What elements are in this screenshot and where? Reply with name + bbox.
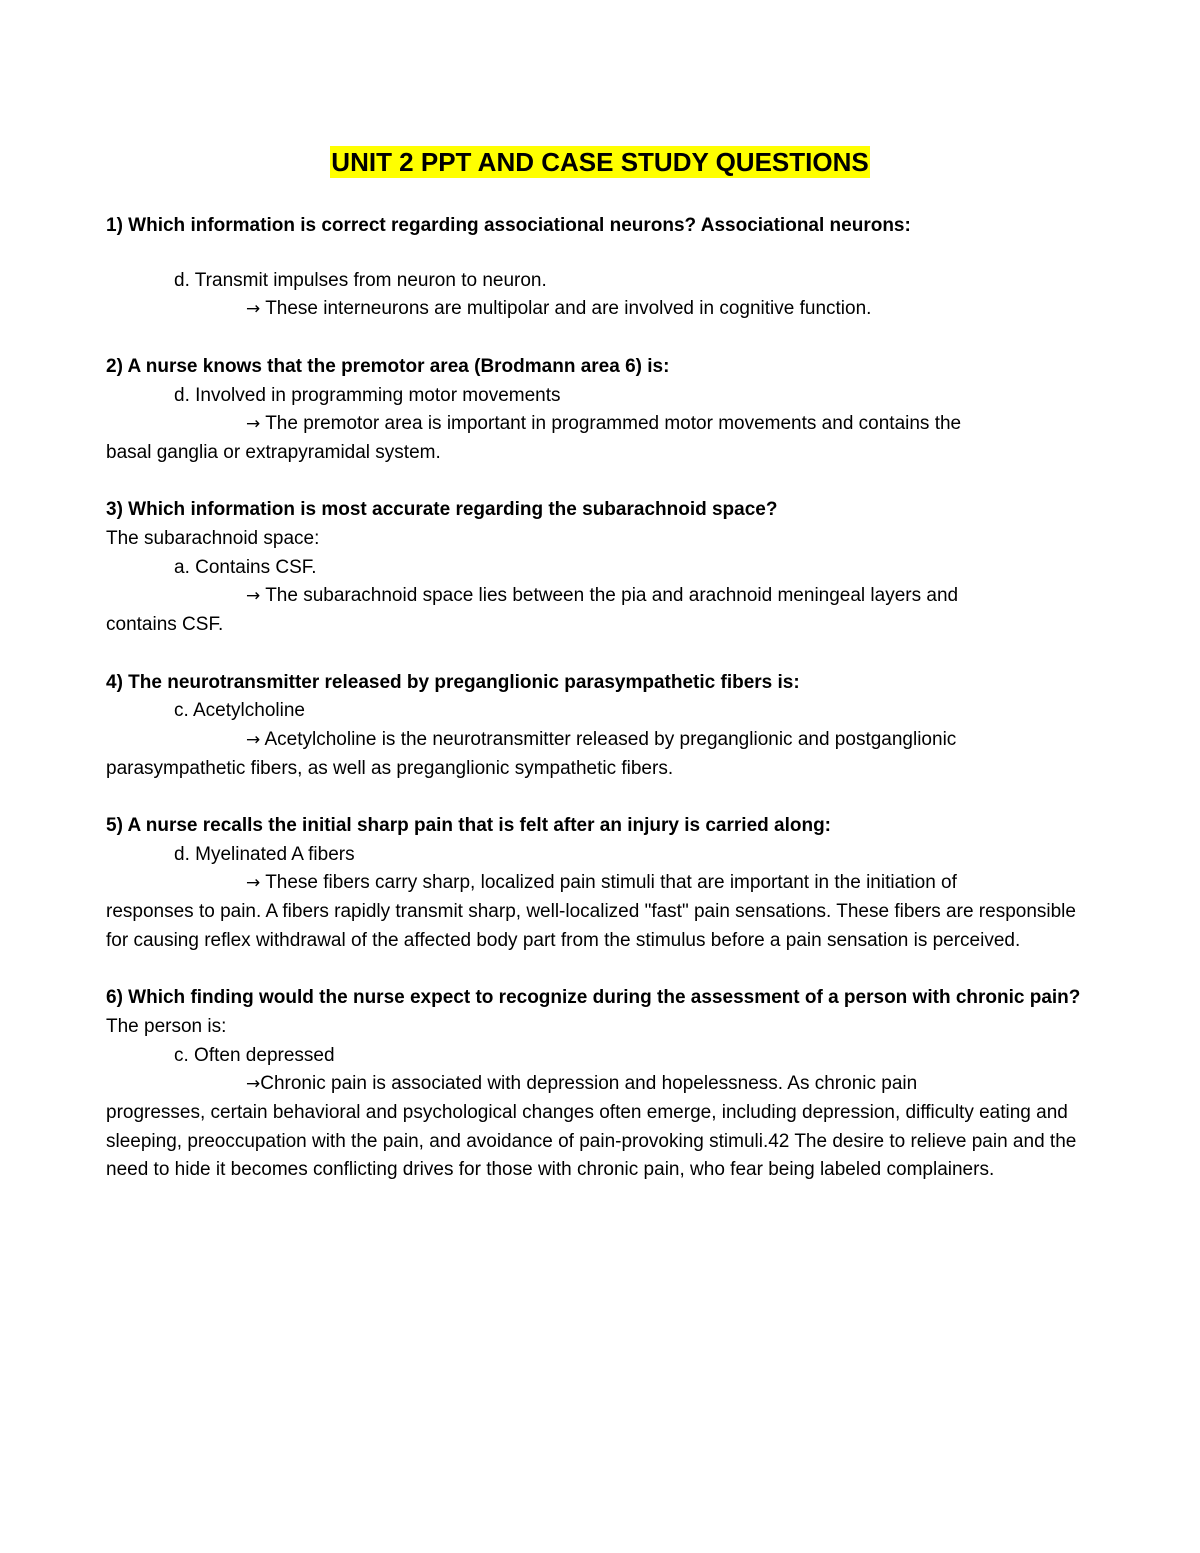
answer-text: a. Contains CSF. [174, 556, 317, 578]
explanation-line [106, 410, 1096, 439]
answer-text: c. Acetylcholine [174, 700, 305, 722]
explanation-line [106, 295, 1096, 324]
explanation-continuation: contains CSF. [106, 614, 224, 636]
question-text: 3) Which information is most accurate regarding the subarachnoid space? [106, 499, 778, 521]
question-text: 4) The neurotransmitter released by preganglionic parasympathetic fibers is: [106, 671, 800, 693]
arrow-right-icon: → [246, 729, 261, 750]
arrow-right-icon: → [246, 586, 261, 607]
arrow-right-icon: → [246, 1074, 261, 1095]
explanation-text: These interneurons are multipolar and are involved in cognitive function. [265, 298, 872, 320]
question-text: 6) Which finding would the nurse expect to recognize during the assessment of a person with chronic pain? [106, 987, 1081, 1009]
title-wrapper [0, 146, 1200, 178]
question-block-5 [106, 812, 1096, 956]
explanation-text: The subarachnoid space lies between the pia and arachnoid meningeal layers and [265, 585, 959, 607]
question-block-6 [106, 984, 1096, 1185]
question-stem: The person is: [106, 1015, 227, 1037]
question-text: 1) Which information is correct regarding associational neurons? Associational neurons: [106, 215, 911, 236]
explanation-continuation: basal ganglia or extrapyramidal system. [106, 441, 441, 463]
arrow-right-icon: → [246, 299, 261, 320]
explanation-line [106, 1070, 1096, 1099]
explanation-continuation: progresses, certain behavioral and psychological changes often emerge, including depression, difficulty eating and sleeping, preoccupation with the pain, and avoidance of pain-provoking stimuli.42 The desire to relieve pain and the need to hide it becomes conflicting drives for those with chronic pain, who fear being labeled complainers. [106, 1102, 1077, 1181]
question-block-1 [106, 212, 1096, 324]
explanation-text: Chronic pain is associated with depression and hopelessness. As chronic pain [260, 1073, 918, 1095]
question-block-2 [106, 353, 1096, 468]
explanation-continuation: responses to pain. A fibers rapidly transmit sharp, well-localized "fast" pain sensations. These fibers are responsible for causing reflex withdrawal of the affected body part from the stimulus before a pain sensation is perceived. [106, 901, 1076, 951]
answer-text: d. Transmit impulses from neuron to neuron. [174, 269, 547, 291]
answer-text: d. Involved in programming motor movements [174, 384, 561, 406]
question-text: 5) A nurse recalls the initial sharp pain that is felt after an injury is carried along: [106, 815, 832, 836]
explanation-line [106, 582, 1096, 611]
arrow-right-icon: → [246, 873, 261, 894]
explanation-continuation: parasympathetic fibers, as well as preganglionic sympathetic fibers. [106, 757, 674, 779]
explanation-line [106, 726, 1096, 755]
arrow-right-icon: → [246, 414, 261, 435]
explanation-text: Acetylcholine is the neurotransmitter released by preganglionic and postganglionic [264, 728, 957, 750]
question-block-3 [106, 496, 1096, 640]
question-list [106, 212, 1096, 1214]
explanation-text: These fibers carry sharp, localized pain stimuli that are important in the initiation of [265, 872, 957, 894]
question-block-4 [106, 669, 1096, 784]
answer-text: c. Often depressed [174, 1044, 335, 1066]
explanation-line [106, 869, 1096, 898]
page-title: UNIT 2 PPT AND CASE STUDY QUESTIONS [331, 147, 869, 177]
answer-text: d. Myelinated A fibers [174, 843, 355, 865]
question-stem: The subarachnoid space: [106, 528, 320, 549]
question-text: 2) A nurse knows that the premotor area (Brodmann area 6) is: [106, 355, 670, 377]
explanation-text: The premotor area is important in programmed motor movements and contains the [265, 413, 962, 435]
